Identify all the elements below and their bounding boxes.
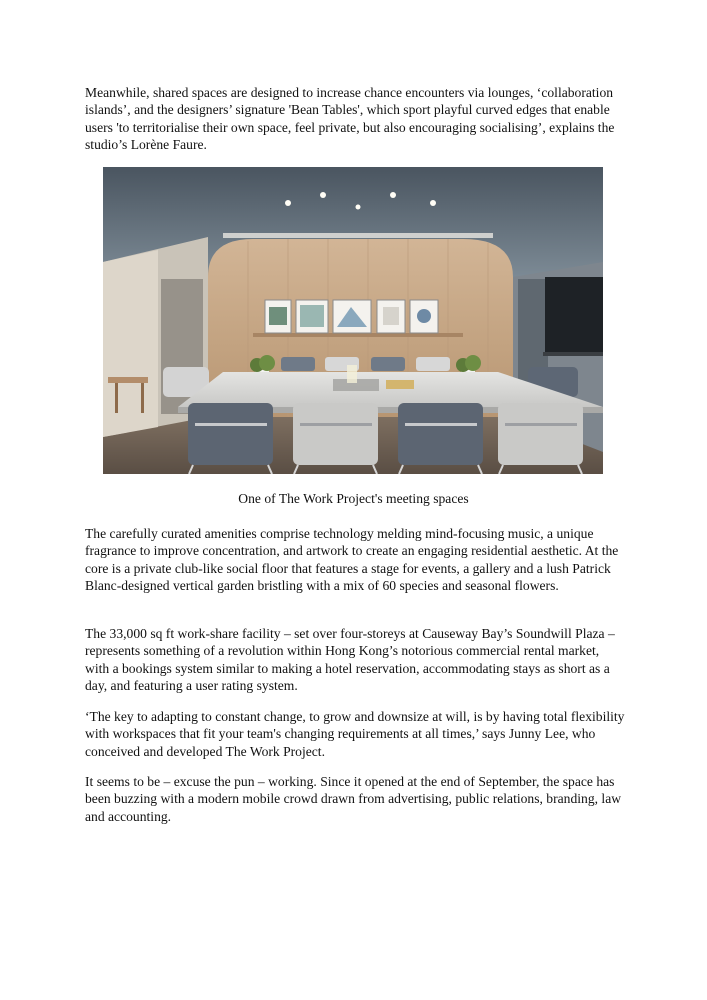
paragraph-facility: The 33,000 sq ft work-share facility – set over four-storeys at Causeway Bay’s Soundwill Plaza – represents something of a revolution within Hong Kong’s notorious commercial rental market, with a bookings system similar to making a hotel reservation, accommodating stays as short as a day, and featuring a user rating system. — [85, 626, 615, 694]
meeting-room-photo — [103, 167, 603, 474]
paragraph-conclusion: It seems to be – excuse the pun – working. Since it opened at the end of September, the space has been buzzing with a modern mobile crowd drawn from advertising, public relations, branding, law and accounting. — [85, 774, 622, 824]
paragraph-intro: Meanwhile, shared spaces are designed to increase chance encounters via lounges, ‘collaboration islands’, and the designers’ signature 'Bean Tables', which sport playful curved edges that enable users 'to territorialise their own space, feel private, but also encouraging socialising’, explains the studio’s Lorène Faure. — [85, 85, 615, 153]
paragraph-amenities: The carefully curated amenities comprise technology melding mind-focusing music, a unique fragrance to improve concentration, and artwork to create an engaging residential aesthetic. At the core is a private club-like social floor that features a stage for events, a gallery and a lush Patrick Blanc-designed vertical garden bristling with a mix of 60 species and seasonal flowers. — [85, 526, 619, 594]
paragraph-quote: ‘The key to adapting to constant change, to grow and downsize at will, is by having total flexibility with workspaces that fit your team's changing requirements at all times,’ says Junny Lee, who conceived and developed The Work Project. — [85, 709, 625, 759]
photo-caption: One of The Work Project's meeting spaces — [238, 491, 469, 506]
